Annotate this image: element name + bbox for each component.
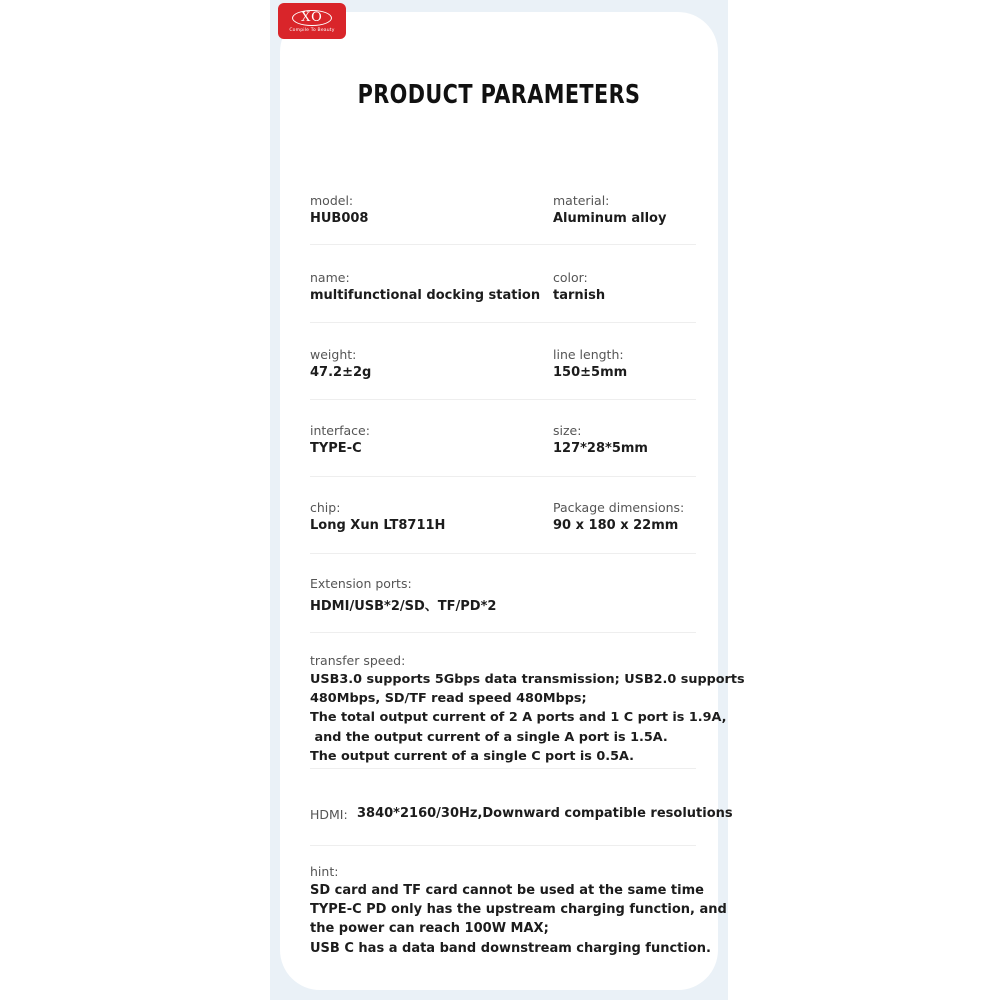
package-dimensions-label: Package dimensions:	[553, 500, 685, 515]
interface-value: TYPE-C	[310, 441, 362, 456]
name-value: multifunctional docking station	[310, 288, 541, 303]
color-label: color:	[553, 270, 588, 285]
package-dimensions-value: 90 x 180 x 22mm	[553, 518, 679, 533]
size-label: size:	[553, 423, 582, 438]
weight-label: weight:	[310, 347, 357, 362]
brand-logo	[278, 3, 346, 39]
size-value: 127*28*5mm	[553, 441, 648, 456]
hint-label: hint:	[310, 864, 339, 879]
divider	[310, 399, 696, 400]
chip-label: chip:	[310, 500, 341, 515]
model-value: HUB008	[310, 211, 369, 226]
transfer-speed-label: transfer speed:	[310, 653, 406, 668]
extension-ports-value: HDMI/USB*2/SD、TF/PD*2	[310, 599, 497, 614]
divider	[310, 322, 696, 323]
transfer-speed-value: USB3.0 supports 5Gbps data transmission; USB2.0 supports 480Mbps, SD/TF read speed 480Mbps; The total output current of 2 A ports and 1 C port is 1.9A, and the output current of a single A port is 1.5A. The output current of a single C port is 0.5A.	[310, 672, 745, 764]
model-label: model:	[310, 193, 354, 208]
line-length-label: line length:	[553, 347, 624, 362]
color-value: tarnish	[553, 288, 606, 303]
hint-value: SD card and TF card cannot be used at the same time TYPE-C PD only has the upstream charging function, and the power can reach 100W MAX; USB C has a data band downstream charging function.	[310, 883, 727, 956]
divider	[310, 553, 696, 554]
divider	[310, 476, 696, 477]
extension-ports-label: Extension ports:	[310, 576, 412, 591]
material-label: material:	[553, 193, 610, 208]
weight-value: 47.2±2g	[310, 365, 372, 380]
hdmi-label: HDMI:	[310, 807, 348, 822]
line-length-value: 150±5mm	[553, 365, 628, 380]
chip-value: Long Xun LT8711H	[310, 518, 446, 533]
divider	[310, 768, 696, 769]
page-title: PRODUCT PARAMETERS	[357, 80, 641, 110]
name-label: name:	[310, 270, 350, 285]
material-value: Aluminum alloy	[553, 211, 667, 226]
divider	[310, 845, 696, 846]
divider	[310, 632, 696, 633]
interface-label: interface:	[310, 423, 370, 438]
hdmi-value: 3840*2160/30Hz,Downward compatible resolutions	[357, 806, 733, 821]
brand-logo-text: XO	[292, 10, 332, 26]
brand-logo-tagline: Compile To Beauty	[289, 27, 335, 33]
divider	[310, 244, 696, 245]
